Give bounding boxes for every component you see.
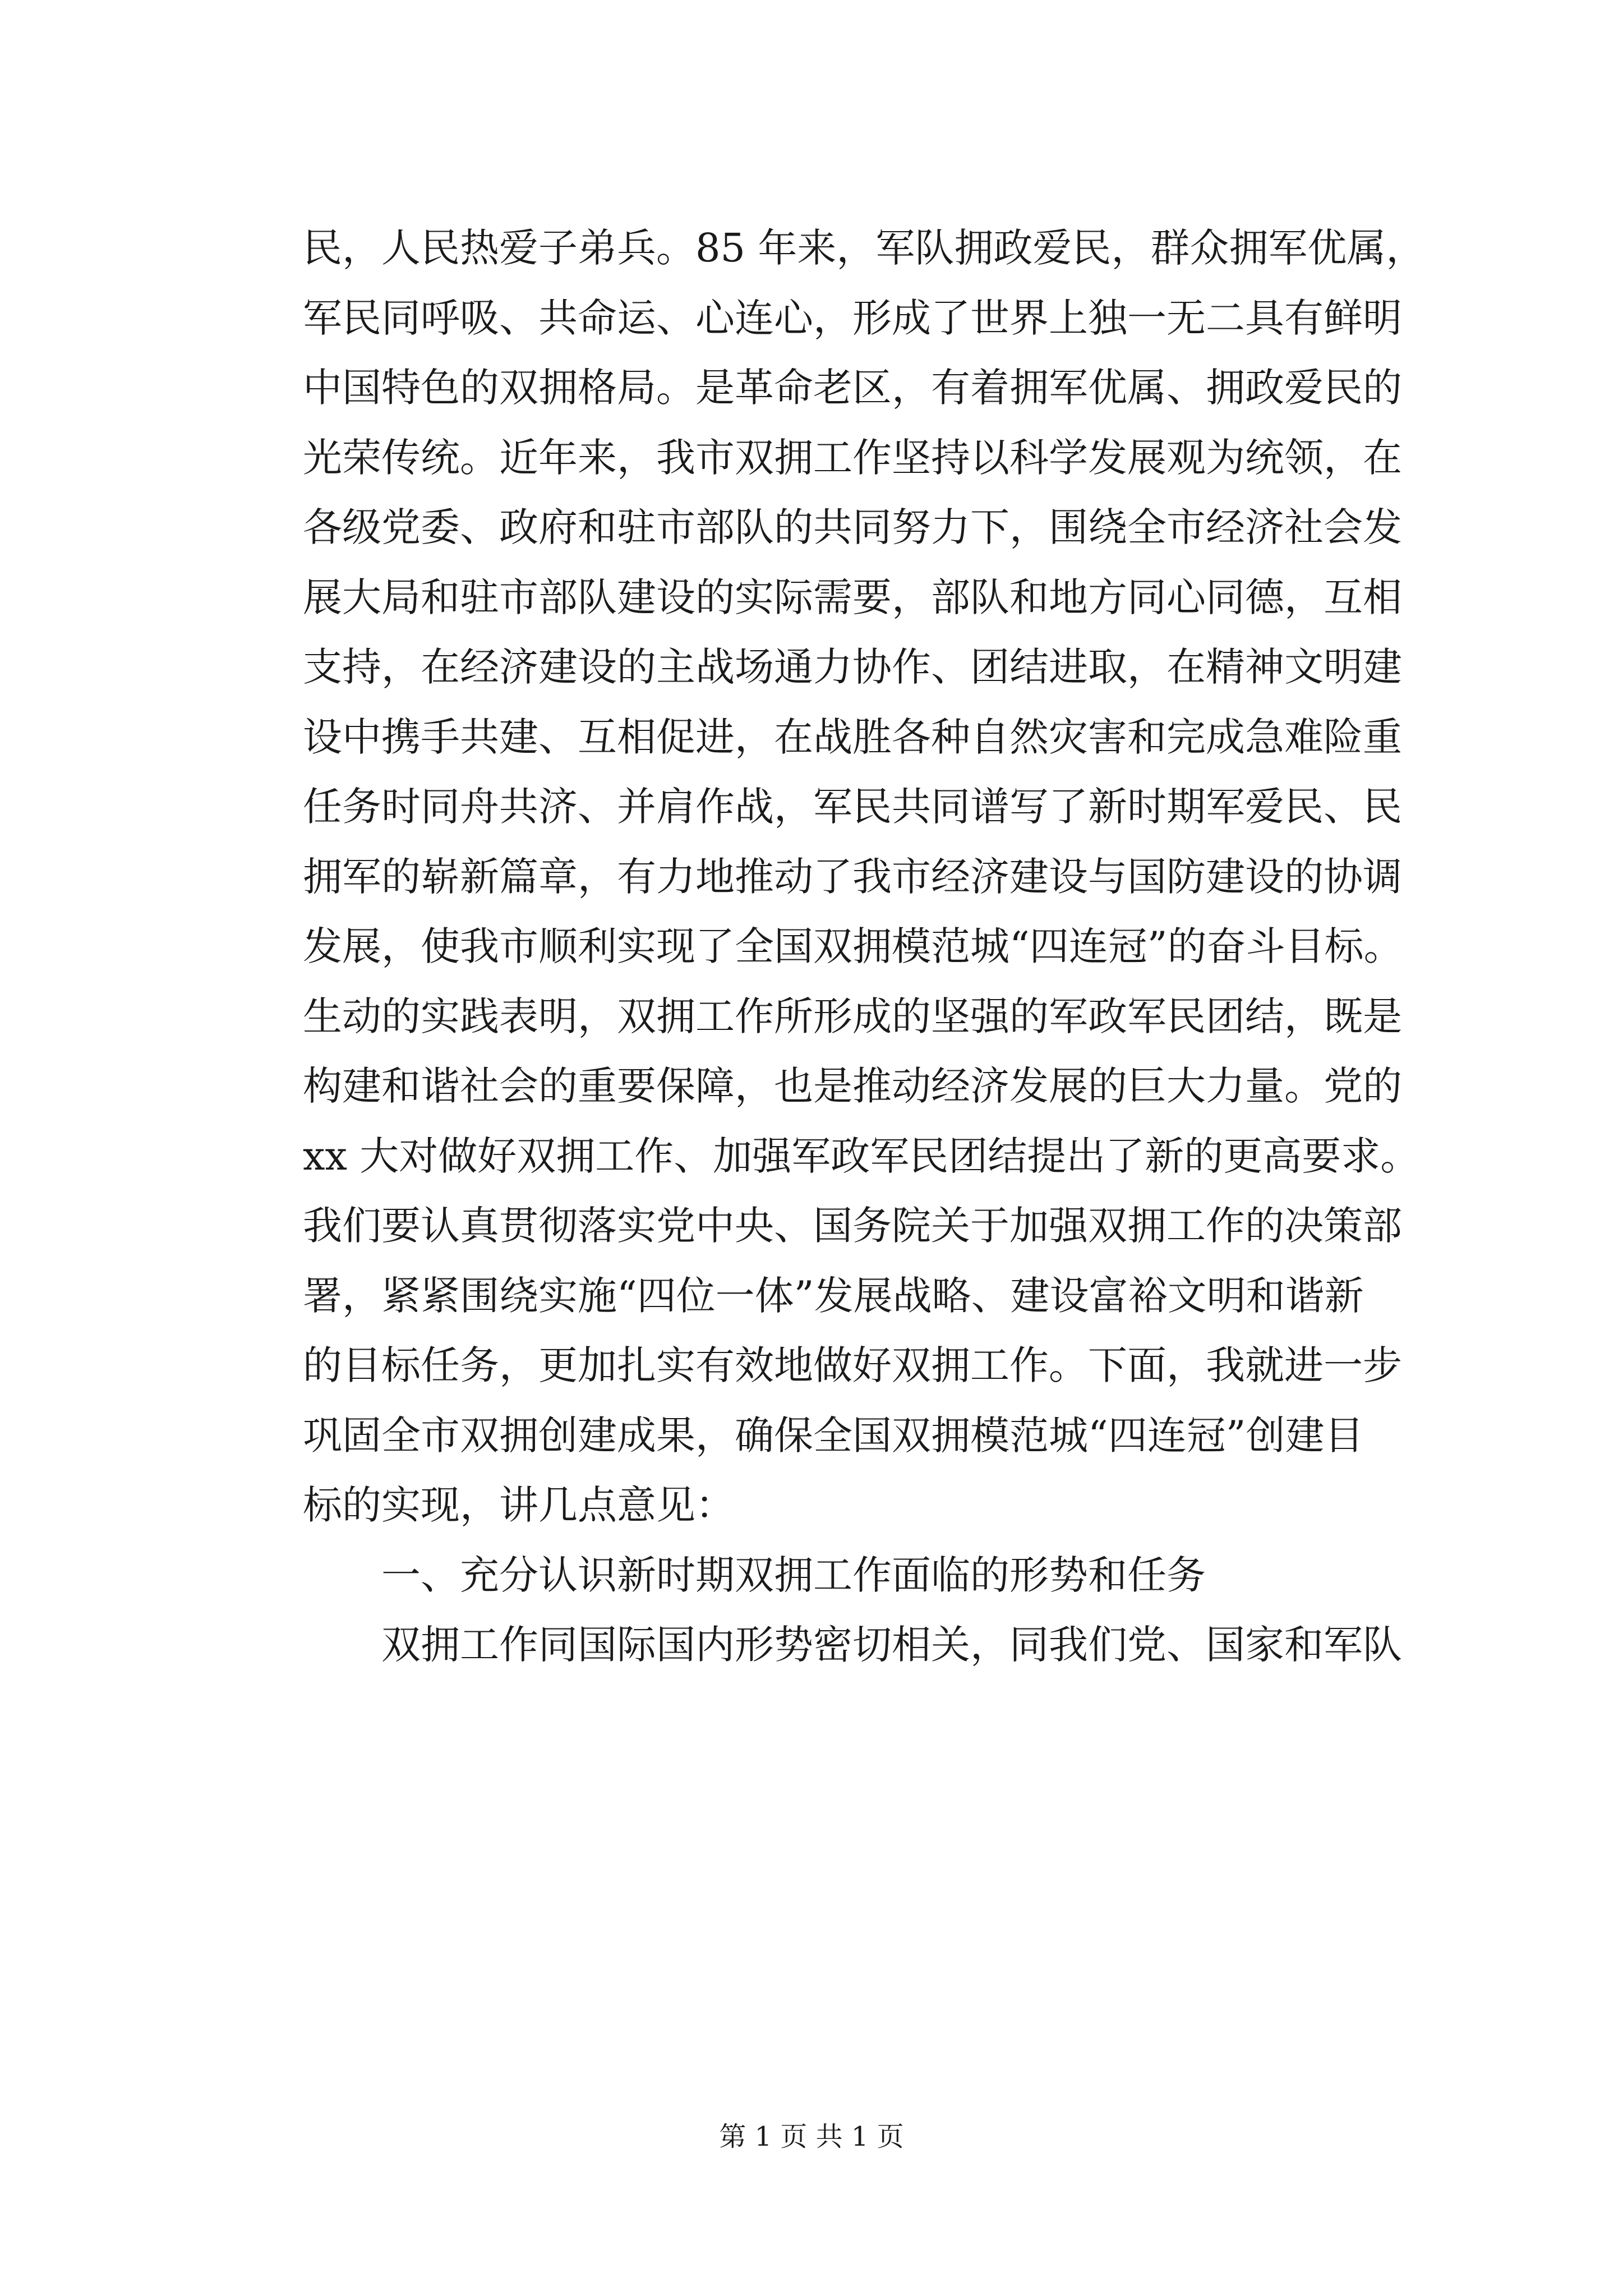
text-line: 军民同呼吸、共命运、心连心，形成了世界上独一无二具有鲜明 bbox=[303, 295, 1402, 341]
text-line: 各级党委、政府和驻市部队的共同努力下，围绕全市经济社会发 bbox=[303, 504, 1402, 550]
text-line: 任务时同舟共济、并肩作战，军民共同谱写了新时期军爱民、民 bbox=[303, 784, 1402, 830]
text-line: 我们要认真贯彻落实党中央、国务院关于加强双拥工作的决策部 bbox=[303, 1203, 1402, 1249]
text-line: 署，紧紧围绕实施“四位一体”发展战略、建设富裕文明和谐新 bbox=[303, 1272, 1364, 1319]
text-line: 中国特色的双拥格局。是革命老区，有着拥军优属、拥政爱民的 bbox=[303, 365, 1402, 411]
text-line: 展大局和驻市部队建设的实际需要，部队和地方同心同德，互相 bbox=[303, 574, 1402, 620]
text-line: 拥军的崭新篇章，有力地推动了我市经济建设与国防建设的协调 bbox=[303, 853, 1402, 900]
text-line: 巩固全市双拥创建成果，确保全国双拥模范城“四连冠”创建目 bbox=[303, 1412, 1364, 1458]
text-line: 光荣传统。近年来，我市双拥工作坚持以科学发展观为统领，在 bbox=[303, 434, 1402, 481]
section-heading: 一、充分认识新时期双拥工作面临的形势和任务 bbox=[381, 1552, 1206, 1598]
text-line: 的目标任务，更加扎实有效地做好双拥工作。下面，我就进一步 bbox=[303, 1342, 1402, 1388]
body-text bbox=[303, 213, 1426, 1680]
page-footer: 第 1 页 共 1 页 bbox=[719, 2121, 904, 2152]
text-line: 支持，在经济建设的主战场通力协作、团结进取，在精神文明建 bbox=[303, 644, 1402, 690]
text-line: 设中携手共建、互相促进，在战胜各种自然灾害和完成急难险重 bbox=[303, 714, 1402, 760]
text-line: 标的实现，讲几点意见： bbox=[303, 1482, 735, 1528]
paragraph-start-line: 双拥工作同国际国内形势密切相关，同我们党、国家和军队 bbox=[381, 1622, 1402, 1668]
text-line: 民，人民热爱子弟兵。85 年来，军队拥政爱民，群众拥军优属， bbox=[303, 225, 1426, 271]
text-line: 生动的实践表明，双拥工作所形成的坚强的军政军民团结，既是 bbox=[303, 993, 1402, 1039]
text-line: xx 大对做好双拥工作、加强军政军民团结提出了新的更高要求。 bbox=[303, 1133, 1420, 1179]
text-line: 构建和谐社会的重要保障，也是推动经济发展的巨大力量。党的 bbox=[303, 1063, 1402, 1109]
text-line: 发展，使我市顺利实现了全国双拥模范城“四连冠”的奋斗目标。 bbox=[303, 923, 1403, 969]
